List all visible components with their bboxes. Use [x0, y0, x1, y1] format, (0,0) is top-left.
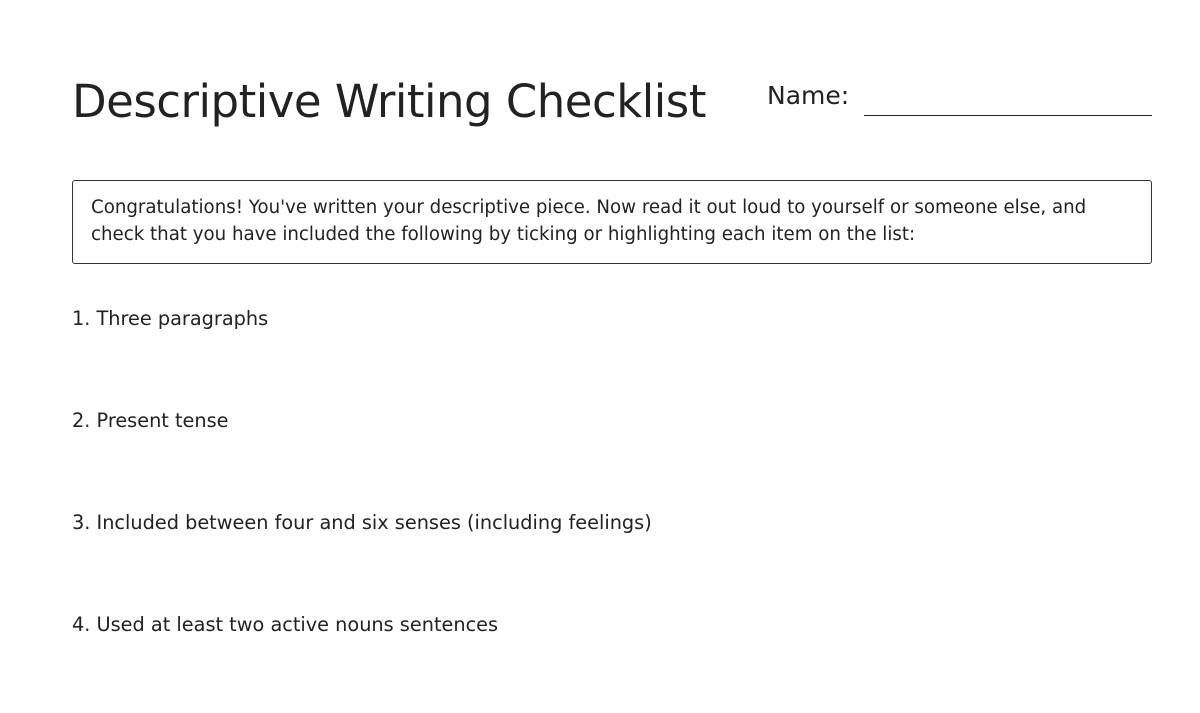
checklist-item-3: 3. Included between four and six senses (including feelings): [72, 511, 652, 534]
name-blank-line: [864, 115, 1152, 116]
instructions-box: [72, 180, 1152, 264]
checklist-item-4: 4. Used at least two active nouns sentences: [72, 613, 499, 636]
checklist-item-2: 2. Present tense: [72, 409, 229, 432]
instructions-text: Congratulations! You've written your descriptive piece. Now read it out loud to yourself or someone else, and check that you have included the following by ticking or highlighting each item on the list:: [91, 197, 1087, 245]
checklist: [72, 305, 652, 713]
page-title: Descriptive Writing Checklist: [72, 75, 706, 128]
checklist-item-1: 1. Three paragraphs: [72, 307, 269, 330]
name-label: Name:: [767, 81, 850, 110]
